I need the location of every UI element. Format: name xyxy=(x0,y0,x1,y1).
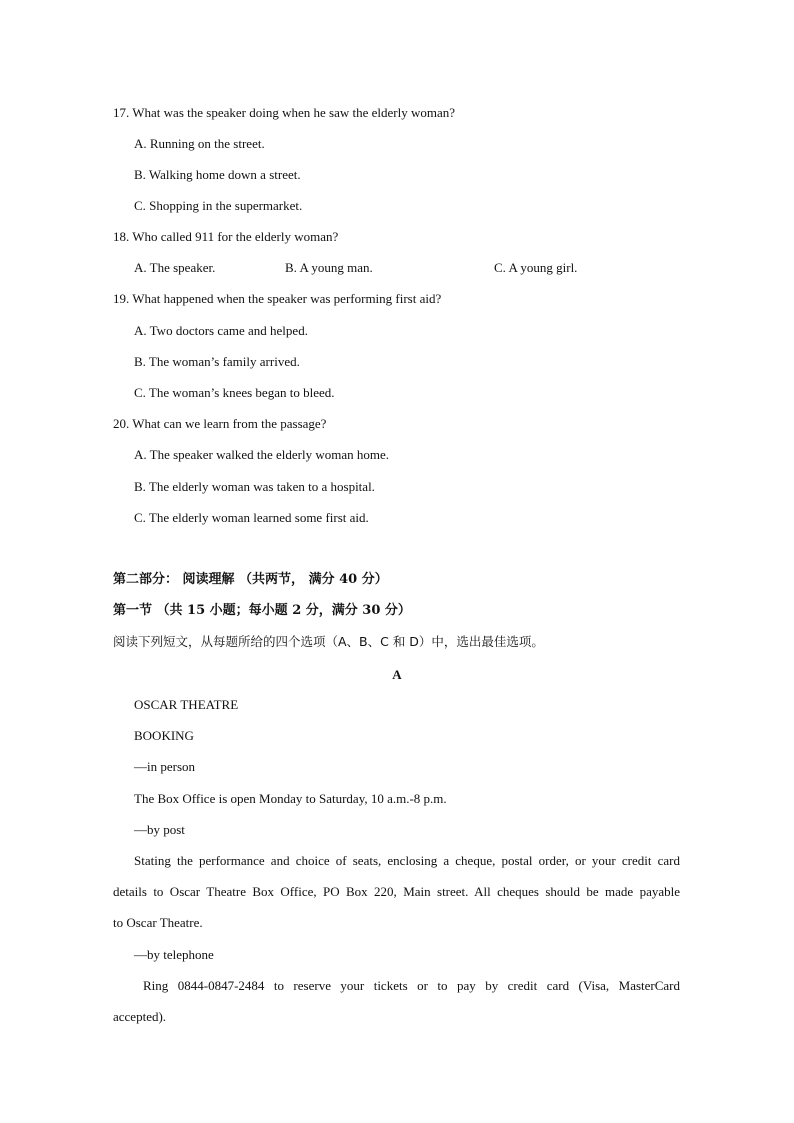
question-20-option-c: C. The elderly woman learned some first aid. xyxy=(134,510,369,525)
by-post-line-3: to Oscar Theatre. xyxy=(113,915,203,930)
booking-heading: BOOKING xyxy=(134,728,194,743)
instructions: 阅读下列短文，从每题所给的四个选项（A、B、C 和 D）中，选出最佳选项。 xyxy=(113,634,544,649)
question-19-stem: 19. What happened when the speaker was performing first aid? xyxy=(113,291,442,306)
question-18-stem: 18. Who called 911 for the elderly woman? xyxy=(113,229,339,244)
part-title: 第二部分： 阅读理解 （共两节， 满分 40 分） xyxy=(113,572,388,587)
question-18-option-c: C. A young girl. xyxy=(494,260,578,275)
passage-title: OSCAR THEATRE xyxy=(134,697,239,712)
question-20-option-a: A. The speaker walked the elderly woman home. xyxy=(134,447,389,462)
question-17-option-a: A. Running on the street. xyxy=(134,136,265,151)
question-19-option-c: C. The woman’s knees began to bleed. xyxy=(134,385,335,400)
question-18-option-b: B. A young man. xyxy=(285,260,373,275)
by-post-line-1: Stating the performance and choice of seats, enclosing a cheque, postal order, or your credit card xyxy=(134,853,680,868)
question-20-stem: 20. What can we learn from the passage? xyxy=(113,416,327,431)
by-telephone-line-2: accepted). xyxy=(113,1009,167,1024)
question-17-stem: 17. What was the speaker doing when he saw the elderly woman? xyxy=(113,105,455,120)
question-20-option-b: B. The elderly woman was taken to a hospital. xyxy=(134,479,375,494)
by-post-line-2: details to Oscar Theatre Box Office, PO Box 220, Main street. All cheques should be made payable xyxy=(113,884,680,899)
section-title: 第一节 （共 15 小题；每小题 2 分，满分 30 分） xyxy=(113,603,411,618)
in-person-text: The Box Office is open Monday to Saturday, 10 a.m.-8 p.m. xyxy=(134,791,447,806)
passage-label: A xyxy=(392,667,402,682)
in-person-heading: —in person xyxy=(134,759,196,774)
question-19-option-a: A. Two doctors came and helped. xyxy=(134,323,308,338)
question-19-option-b: B. The woman’s family arrived. xyxy=(134,354,300,369)
question-17-option-c: C. Shopping in the supermarket. xyxy=(134,198,303,213)
by-post-heading: —by post xyxy=(134,822,185,837)
question-17-option-b: B. Walking home down a street. xyxy=(134,167,301,182)
question-18-option-a: A. The speaker. xyxy=(134,260,216,275)
by-telephone-heading: —by telephone xyxy=(134,947,214,962)
by-telephone-line-1: Ring 0844-0847-2484 to reserve your tickets or to pay by credit card (Visa, MasterCard xyxy=(143,978,680,993)
